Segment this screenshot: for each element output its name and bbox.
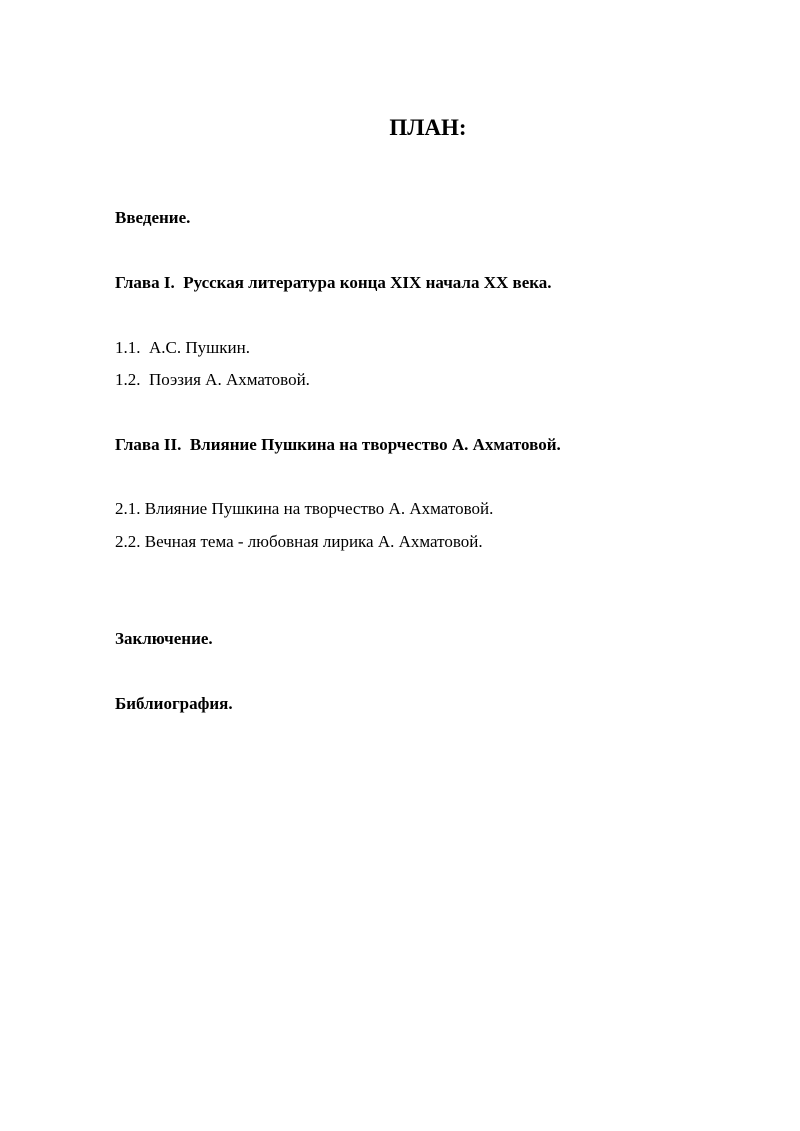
chapter-2-item-1: 2.1. Влияние Пушкина на творчество А. Ахматовой. <box>115 499 494 518</box>
introduction-heading: Введение. <box>115 208 191 227</box>
plan-title: ПЛАН: <box>389 115 467 140</box>
chapter-1-heading: Глава I. Русская литература конца XIX начала XX века. <box>115 273 552 292</box>
chapter-2-heading: Глава II. Влияние Пушкина на творчество А. Ахматовой. <box>115 435 561 454</box>
chapter-2-item-2: 2.2. Вечная тема - любовная лирика А. Ахматовой. <box>115 532 483 551</box>
chapter-1-item-2: 1.2. Поэзия А. Ахматовой. <box>115 370 310 389</box>
chapter-1-item-1: 1.1. А.С. Пушкин. <box>115 338 250 357</box>
conclusion-heading: Заключение. <box>115 629 213 648</box>
bibliography-heading: Библиография. <box>115 694 233 713</box>
